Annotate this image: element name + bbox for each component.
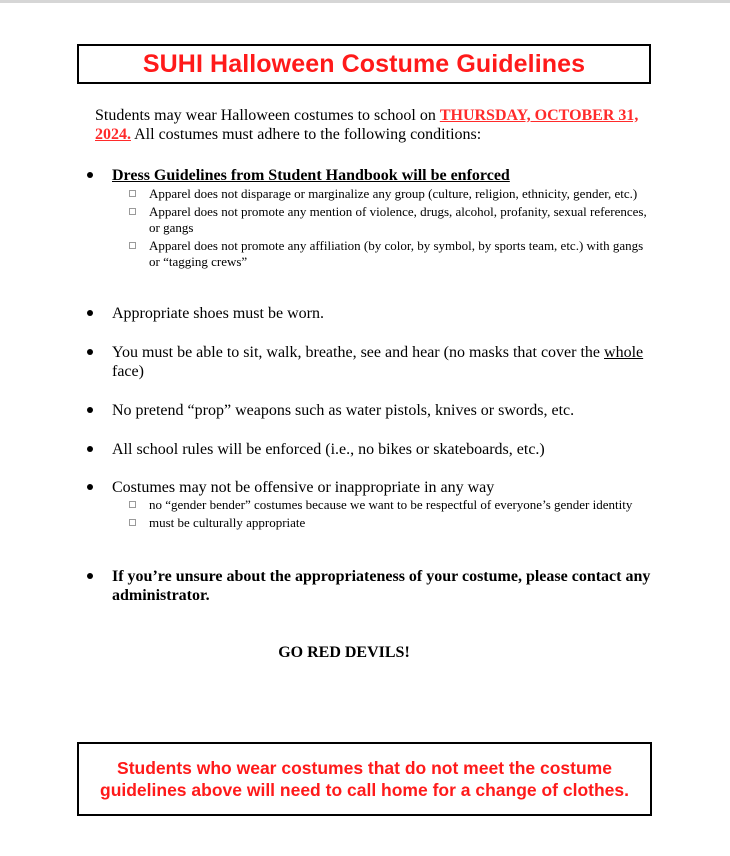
senses-text-start: You must be able to sit, walk, breathe, see and hear (no masks that cover the <box>112 344 605 361</box>
footer-warning: Students who wear costumes that do not meet the costume guidelines above will need to call home for a change of clothes. <box>100 758 629 800</box>
dress-heading: Dress Guidelines from Student Handbook will be enforced <box>112 167 510 184</box>
guideline-unsure <box>112 567 657 605</box>
page-title: SUHI Halloween Costume Guidelines <box>142 49 586 78</box>
weapons-text: No pretend “prop” weapons such as water pistols, knives or swords, etc. <box>112 402 575 419</box>
event-date: THURSDAY, OCTOBER 31, 2024. <box>95 107 639 143</box>
intro-paragraph <box>95 106 655 144</box>
dress-item: Apparel does not promote any mention of violence, drugs, alcohol, profanity, sexual references, or gangs <box>112 204 657 237</box>
guideline-shoes <box>112 304 657 323</box>
unsure-text: If you’re unsure about the appropriateness of your costume, please contact any administrator. <box>112 568 651 604</box>
dress-sublist <box>112 186 657 271</box>
rules-text: All school rules will be enforced (i.e., no bikes or skateboards, etc.) <box>112 441 545 458</box>
dress-item: Apparel does not promote any affiliation (by color, by symbol, by sports team, etc.) with gangs or “tagging crews” <box>112 238 657 271</box>
senses-emphasis: whole <box>604 344 644 361</box>
senses-text-end: face) <box>112 363 144 380</box>
title-box <box>77 44 651 84</box>
shoes-text: Appropriate shoes must be worn. <box>112 305 324 322</box>
guideline-dress <box>112 166 657 271</box>
intro-text-start: Students may wear Halloween costumes to school on <box>95 107 440 124</box>
intro-text-end: All costumes must adhere to the following conditions: <box>131 126 482 143</box>
guideline-rules <box>112 440 657 459</box>
offensive-text: Costumes may not be offensive or inappropriate in any way <box>112 479 495 496</box>
offensive-item: no “gender bender” costumes because we want to be respectful of everyone’s gender identity <box>112 497 657 514</box>
guideline-senses <box>112 343 657 381</box>
guideline-offensive <box>112 478 657 531</box>
offensive-item: must be culturally appropriate <box>112 515 657 532</box>
offensive-sublist <box>112 497 657 531</box>
guideline-weapons <box>112 401 657 420</box>
page-top-edge <box>0 0 730 3</box>
footer-box <box>77 742 652 816</box>
closing-slogan: GO RED DEVILS! <box>278 644 410 661</box>
dress-item: Apparel does not disparage or marginalize any group (culture, religion, ethnicity, gender, etc.) <box>112 186 657 203</box>
